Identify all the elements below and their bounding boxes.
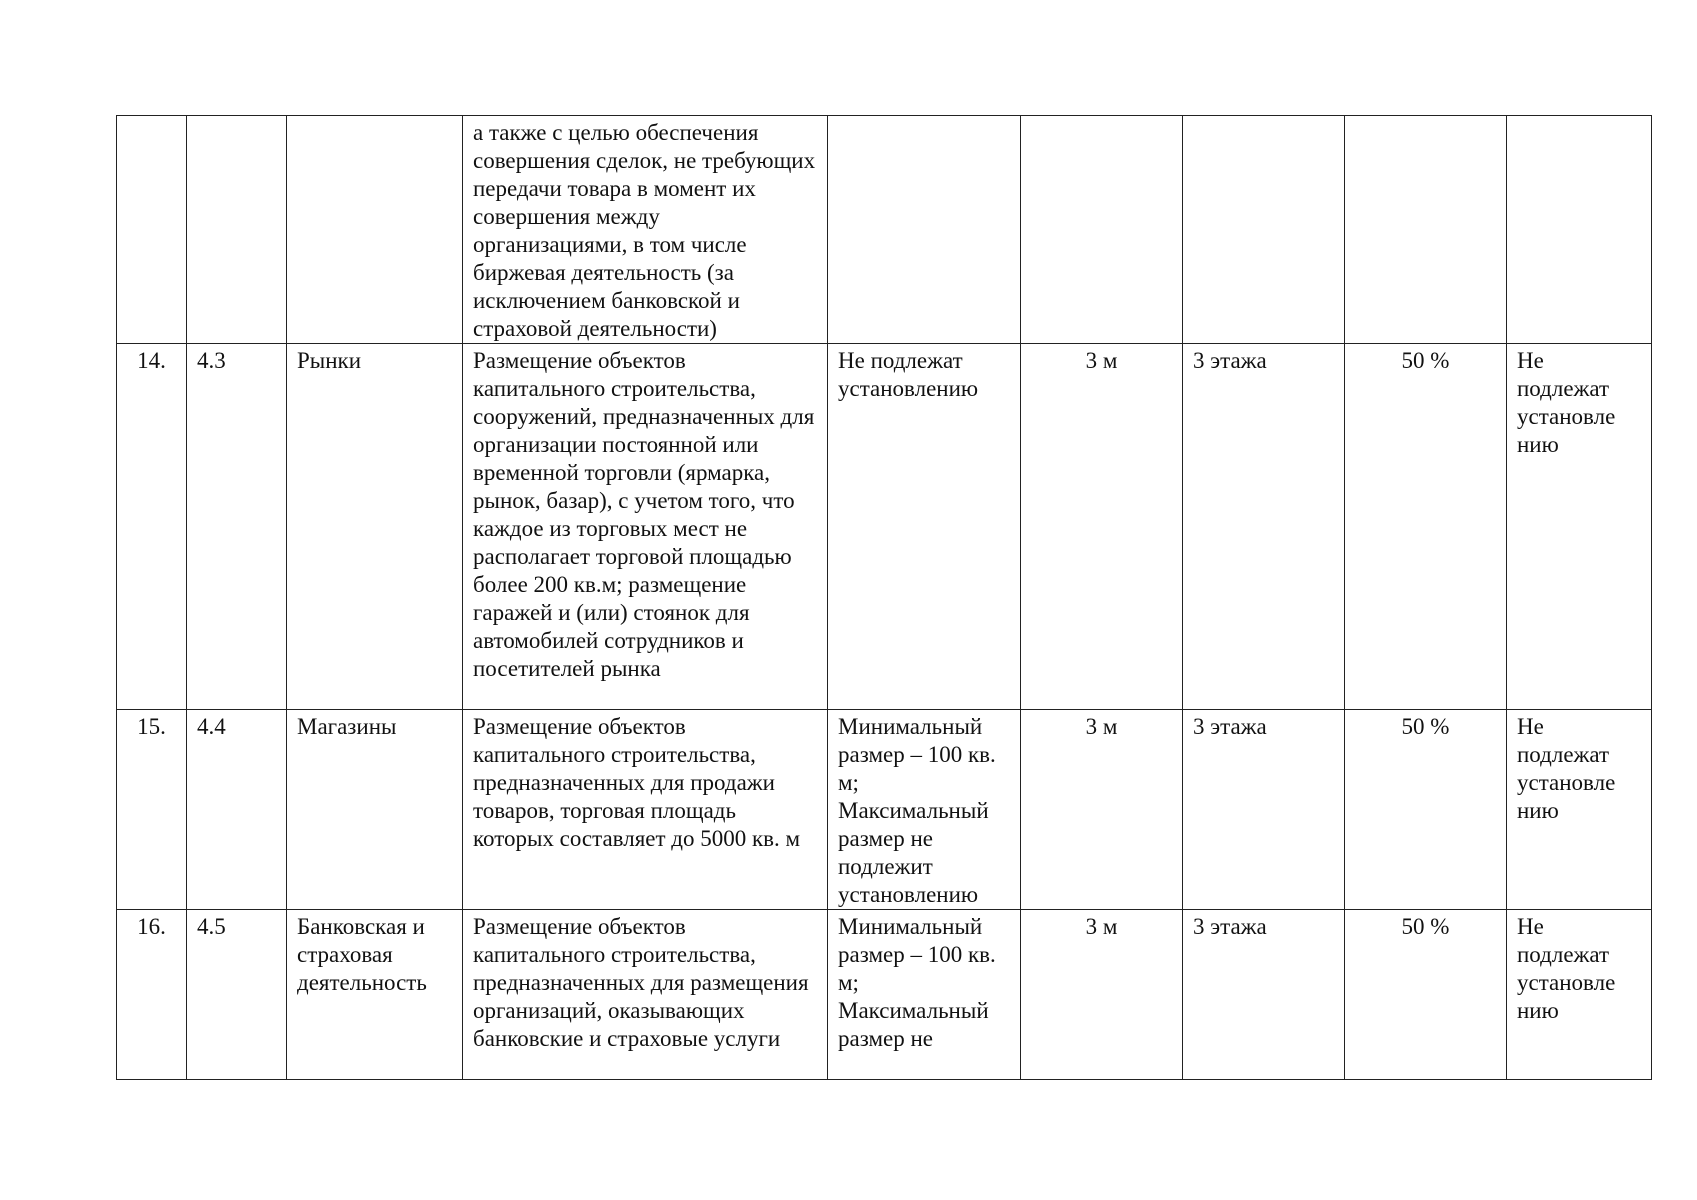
use-code: 4.4 xyxy=(187,710,287,910)
setback xyxy=(1021,116,1183,344)
use-description: Размещение объектов капитального строительства, сооружений, предназначенных для организации постоянной или временной торговли (ярмарка, рынок, базар), с учетом того, что каждое из торговых мест не располагает торговой площадью более 200 кв.м; размещение гаражей и (или) стоянок для автомобилей сотрудников и посетителей рынка xyxy=(463,344,828,710)
use-name xyxy=(287,116,463,344)
row-number: 14. xyxy=(117,344,187,710)
setback: 3 м xyxy=(1021,710,1183,910)
floors: 3 этажа xyxy=(1183,910,1345,1080)
row-number xyxy=(117,116,187,344)
coverage: 50 % xyxy=(1345,344,1507,710)
use-description: а также с целью обеспечения совершения сделок, не требующих передачи товара в момент их совершения между организациями, в том числе биржевая деятельность (за исключением банковской и страховой деятельности) xyxy=(463,116,828,344)
other-params: Не подлежат установле нию xyxy=(1507,710,1652,910)
use-code xyxy=(187,116,287,344)
table-row xyxy=(117,116,1652,344)
use-name: Банковская и страховая деятельность xyxy=(287,910,463,1080)
table-row xyxy=(117,344,1652,710)
other-params xyxy=(1507,116,1652,344)
setback: 3 м xyxy=(1021,344,1183,710)
floors: 3 этажа xyxy=(1183,710,1345,910)
plot-size: Не подлежат установлению xyxy=(828,344,1021,710)
use-code: 4.3 xyxy=(187,344,287,710)
use-description: Размещение объектов капитального строительства, предназначенных для продажи товаров, торговая площадь которых составляет до 5000 кв. м xyxy=(463,710,828,910)
coverage xyxy=(1345,116,1507,344)
use-code: 4.5 xyxy=(187,910,287,1080)
row-number: 15. xyxy=(117,710,187,910)
other-params: Не подлежат установле нию xyxy=(1507,910,1652,1080)
table-row xyxy=(117,710,1652,910)
coverage: 50 % xyxy=(1345,710,1507,910)
table-row xyxy=(117,910,1652,1080)
other-params: Не подлежат установле нию xyxy=(1507,344,1652,710)
coverage: 50 % xyxy=(1345,910,1507,1080)
use-name: Рынки xyxy=(287,344,463,710)
row-number: 16. xyxy=(117,910,187,1080)
plot-size xyxy=(828,116,1021,344)
plot-size: Минимальный размер – 100 кв. м; Максимальный размер не xyxy=(828,910,1021,1080)
use-name: Магазины xyxy=(287,710,463,910)
zoning-regulations-table xyxy=(116,115,1652,1080)
plot-size: Минимальный размер – 100 кв. м; Максимальный размер не подлежит установлению xyxy=(828,710,1021,910)
floors: 3 этажа xyxy=(1183,344,1345,710)
setback: 3 м xyxy=(1021,910,1183,1080)
floors xyxy=(1183,116,1345,344)
use-description: Размещение объектов капитального строительства, предназначенных для размещения организаций, оказывающих банковские и страховые услуги xyxy=(463,910,828,1080)
